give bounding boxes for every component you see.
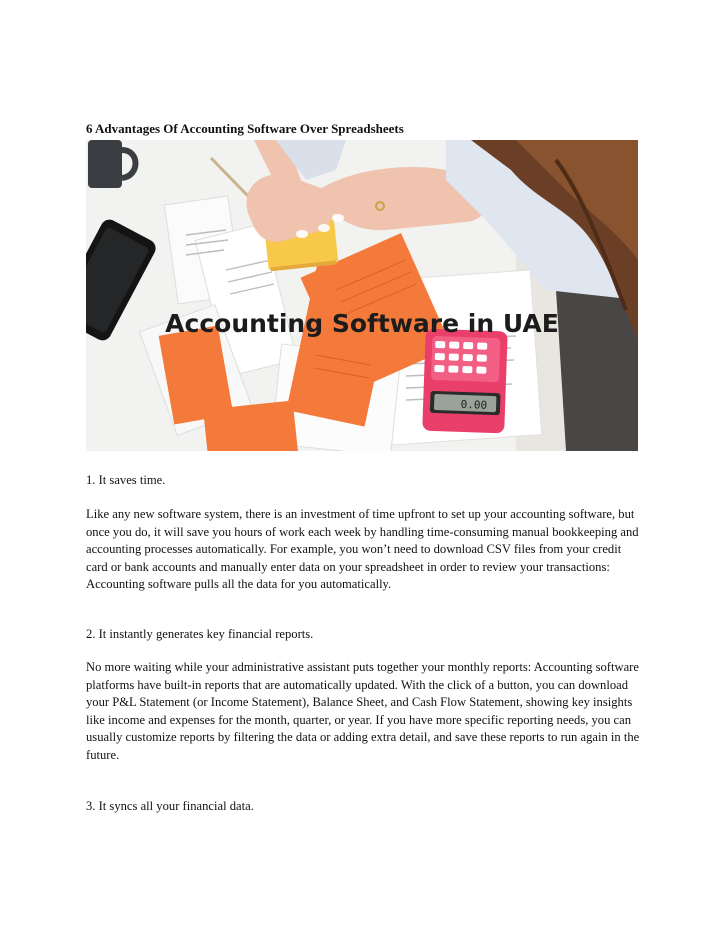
hero-image <box>86 140 638 451</box>
hero-overlay-text: Accounting Software in UAE <box>165 309 559 338</box>
calculator-display: 0.00 <box>460 397 488 412</box>
section-2-body: No more waiting while your administrative assistant puts together your monthly reports: Accounting software platforms have built-in reports that are automatically updated. With the click of a button, you can download your P&L Statement (or Income Statement), Balance Sheet, and Cash Flow Statement, showing key insights like income and expenses for the month, quarter, or year. If you have more specific reporting needs, you can usually customize reports by filtering the data or adding extra detail, and save these reports to run again in the future. <box>86 660 640 762</box>
calculator-icon <box>422 329 508 434</box>
section-1-heading: 1. It saves time. <box>86 473 166 487</box>
section-2-heading: 2. It instantly generates key financial reports. <box>86 627 314 641</box>
section-3-heading: 3. It syncs all your financial data. <box>86 799 254 813</box>
section-1-body: Like any new software system, there is an investment of time upfront to set up your accounting software, but once you do, it will save you hours of work each week by handling time-consuming manual bookkeeping and accounting processes automatically. For example, you won’t need to download CSV files from your credit card or bank accounts and manually enter data on your spreadsheet in order to review your transactions: Accounting software pulls all the data for you automatically. <box>86 507 639 592</box>
accounting-desk-photo <box>86 140 638 451</box>
document-title: 6 Advantages Of Accounting Software Over Spreadsheets <box>86 121 404 136</box>
